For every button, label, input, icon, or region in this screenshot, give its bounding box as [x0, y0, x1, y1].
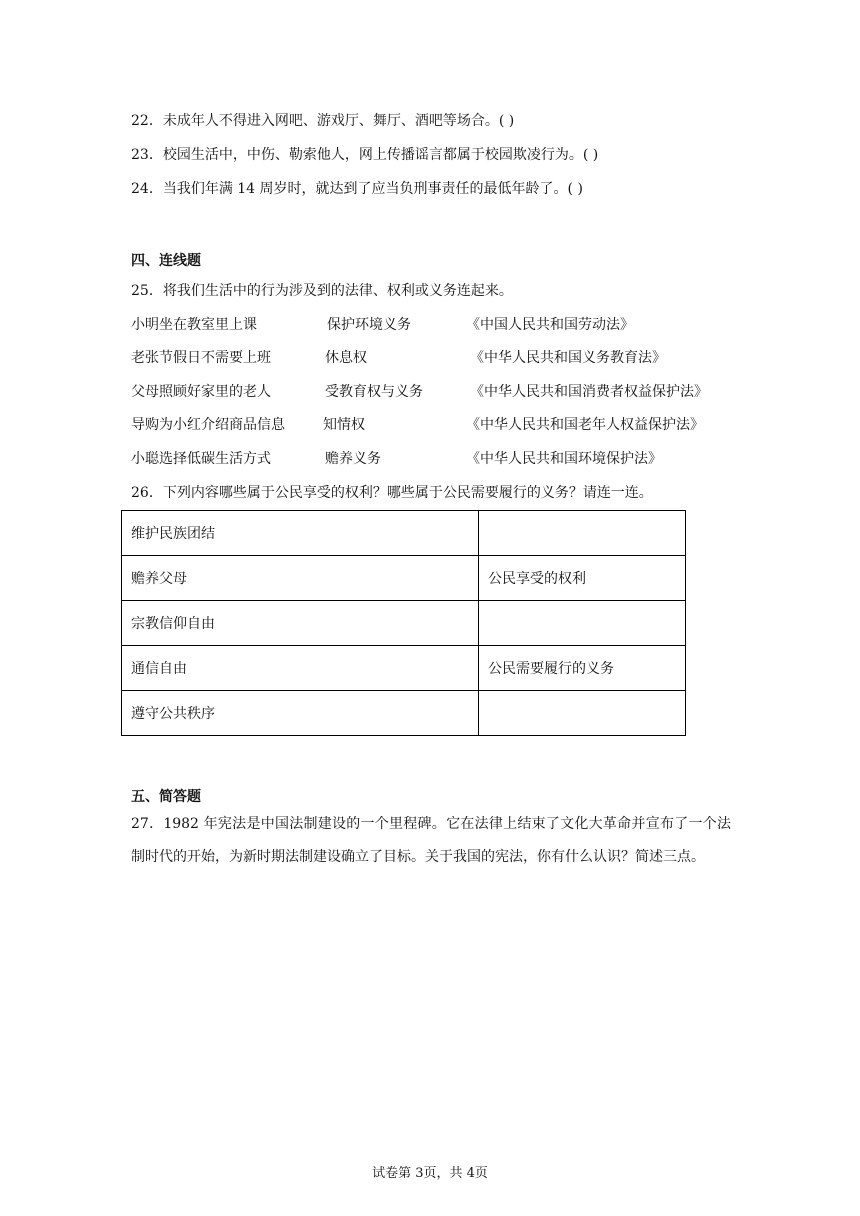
q25-law-3: 《中华人民共和国消费者权益保护法》 — [470, 384, 708, 400]
q25-right-4: 知情权 — [323, 417, 365, 433]
q25-right-1: 保护环境义务 — [327, 317, 411, 333]
q25-law-4: 《中华人民共和国老年人权益保护法》 — [466, 417, 704, 433]
q26-right-cell — [479, 601, 686, 646]
q25-law-5: 《中华人民共和国环境保护法》 — [466, 451, 662, 467]
q26-left-cell: 赡养父母 — [122, 556, 479, 601]
q25-behavior-1: 小明坐在教室里上课 — [131, 317, 257, 333]
table-row — [122, 511, 686, 556]
question-27: 27．1982 年宪法是中国法制建设的一个里程碑。它在法律上结束了文化大革命并宣布了一个法制时代的开始，为新时期法制建设确立了目标。关于我国的宪法，你有什么认识？简述三点。 — [131, 816, 731, 865]
page-footer: 试卷第 3页，共 4页 — [372, 1166, 488, 1181]
q25-behavior-5: 小聪选择低碳生活方式 — [131, 451, 271, 467]
q26-left-cell: 维护民族团结 — [122, 511, 479, 556]
q25-right-3: 受教育权与义务 — [325, 384, 423, 400]
q26-right-cell: 公民享受的权利 — [479, 556, 686, 601]
table-row — [122, 691, 686, 736]
q25-behavior-4: 导购为小红介绍商品信息 — [131, 417, 285, 433]
q26-left-cell: 通信自由 — [122, 646, 479, 691]
q25-behavior-2: 老张节假日不需要上班 — [131, 350, 271, 366]
question-22: 22．未成年人不得进入网吧、游戏厅、舞厅、酒吧等场合。( ) — [131, 113, 515, 129]
section-5-title: 五、简答题 — [131, 789, 201, 805]
question-24: 24．当我们年满 14 周岁时，就达到了应当负刑事责任的最低年龄了。( ) — [131, 181, 583, 197]
section-4-title: 四、连线题 — [131, 253, 201, 269]
q25-right-2: 休息权 — [325, 350, 367, 366]
q26-left-cell: 遵守公共秩序 — [122, 691, 479, 736]
table-row — [122, 601, 686, 646]
q26-right-cell: 公民需要履行的义务 — [479, 646, 686, 691]
question-25-prompt: 25．将我们生活中的行为涉及到的法律、权利或义务连起来。 — [131, 283, 513, 299]
q26-left-cell: 宗教信仰自由 — [122, 601, 479, 646]
question-26-prompt: 26．下列内容哪些属于公民享受的权利？哪些属于公民需要履行的义务？请连一连。 — [131, 485, 653, 501]
q25-right-5: 赡养义务 — [325, 451, 381, 467]
table-row — [122, 646, 686, 691]
question-23: 23．校园生活中，中伤、勒索他人，网上传播谣言都属于校园欺凌行为。( ) — [131, 147, 599, 163]
q25-law-1: 《中国人民共和国劳动法》 — [466, 317, 634, 333]
q25-behavior-3: 父母照顾好家里的老人 — [131, 384, 271, 400]
q26-right-cell — [479, 691, 686, 736]
question-26-table — [121, 510, 686, 736]
table-row — [122, 556, 686, 601]
q25-law-2: 《中华人民共和国义务教育法》 — [470, 350, 666, 366]
q26-right-cell — [479, 511, 686, 556]
